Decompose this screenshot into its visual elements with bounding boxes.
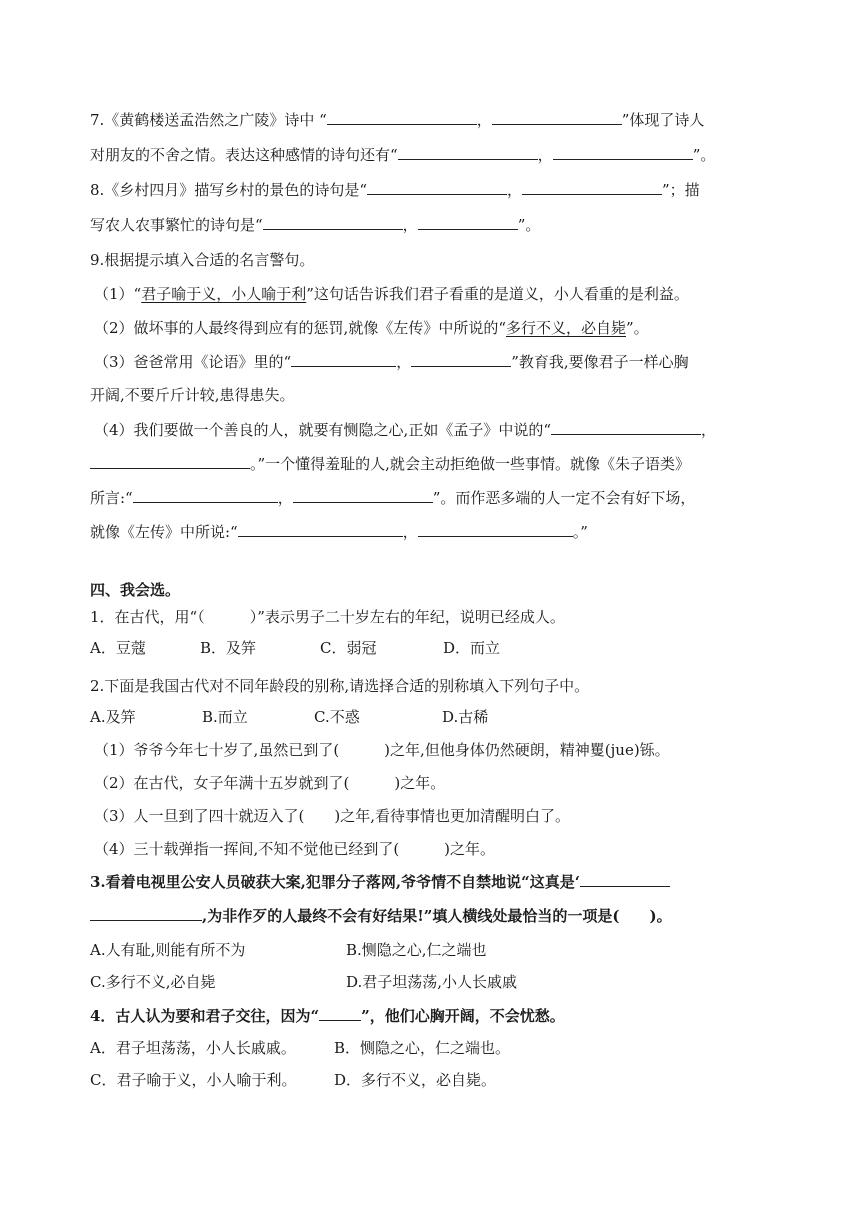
q8-line-1: 8.《乡村四月》描写乡村的景色的诗句是“ ， ”；描 [90,181,700,199]
answer-blank[interactable] [293,488,433,503]
option-a[interactable]: A.人有耻,则能有所不为 [90,941,246,959]
answer-blank[interactable] [398,145,538,160]
answer-blank[interactable] [291,352,396,367]
s4-q2-item-1: （1）爷爷今年七十岁了,虽然已到了( )之年,但他身体仍然硬朗，精神矍(jue)铄。 [94,741,670,759]
option-d[interactable]: D．而立 [443,639,501,657]
s4-q2-item-2: （2）在古代，女子年满十五岁就到了( )之年。 [94,774,446,792]
s4-q2-stem: 2.下面是我国古代对不同年龄段的别称,请选择合适的别称填入下列句子中。 [90,677,590,695]
q9-title: 9.根据提示填入合适的名言警句。 [90,251,315,269]
answer-blank[interactable] [418,215,518,230]
option-c[interactable]: C．弱冠 [320,639,377,657]
q9-item-3-line-2: 开阔,不要斤斤计较,患得患失。 [90,386,295,404]
q9-item-4-line-1: （4）我们要做一个善良的人，就要有恻隐之心,正如《孟子》中说的“ ， [94,421,716,439]
answer-blank[interactable] [553,145,693,160]
answer-blank[interactable] [522,180,662,195]
answer-blank[interactable] [492,110,622,125]
option-c[interactable]: C.不惑 [314,708,360,726]
option-d[interactable]: D.古稀 [442,708,489,726]
answer-blank[interactable] [367,180,507,195]
option-a[interactable]: A．君子坦荡荡，小人长戚戚。 [90,1039,296,1057]
option-d[interactable]: D．多行不义，必自毙。 [334,1071,497,1089]
answer-blank[interactable] [327,110,477,125]
section-heading: 四、我会选。 [90,581,181,599]
s4-q3-stem-line-2: ,为非作歹的人最终不会有好结果!”填人横线处最恰当的一项是( )。 [90,906,672,926]
answer-blank[interactable] [411,352,511,367]
answer-blank[interactable] [551,420,701,435]
q9-item-4-line-4: 就像《左传》中所说:“ ， 。” [90,523,588,541]
q9-item-1: （1）“君子喻于义，小人喻于利”这句话告诉我们君子看重的是道义，小人看重的是利益。 [94,285,689,303]
q9-item-4-line-2: 。”一个懂得羞耻的人,就会主动拒绝做一些事情。就像《朱子语类》 [90,454,690,474]
q9-item-2: （2）做坏事的人最终得到应有的惩罚,就像《左传》中所说的“多行不义，必自毙”。 [94,319,649,337]
answer-blank[interactable] [263,215,403,230]
answer-blank[interactable] [418,522,573,537]
option-c[interactable]: C．君子喻于义，小人喻于利。 [90,1071,297,1089]
option-b[interactable]: B．及笄 [200,639,257,657]
s4-q1-options [90,638,500,658]
option-b[interactable]: B.而立 [202,708,248,726]
q8-line-2: 写农人农事繁忙的诗句是“ ， ”。 [90,216,541,234]
answer-blank[interactable] [90,454,250,469]
s4-q3-options-row-2 [90,972,517,992]
q9-item-4-line-3: 所言:“ ， ”。而作恶多端的人一定不会有好下场， [90,489,696,507]
s4-q4-stem: 4．古人认为要和君子交往，因为“ ”，他们心胸开阔，不会忧愁。 [90,1007,565,1025]
option-a[interactable]: A.及笄 [90,708,136,726]
answer-blank[interactable] [90,906,202,921]
answer-blank[interactable] [133,488,278,503]
option-b[interactable]: B.恻隐之心,仁之端也 [346,941,487,959]
s4-q2-options [90,707,488,727]
option-b[interactable]: B．恻隐之心，仁之端也。 [334,1039,511,1057]
s4-q3-options-row-1 [90,940,487,960]
answer-blank[interactable] [238,522,403,537]
q7-line-1: 7.《黄鹤楼送孟浩然之广陵》诗中 “ ， ”体现了诗人 [90,111,705,129]
s4-q3-stem-line-1: 3.看着电视里公安人员破获大案,犯罪分子落网,爷爷情不自禁地说“这真是‘ [90,872,670,892]
answer-blank[interactable] [319,1006,361,1021]
s4-q4-options-row-2 [90,1070,496,1090]
s4-q2-item-4: （4）三十载弹指一挥间,不知不觉他已经到了( )之年。 [94,840,496,858]
s4-q4-options-row-1 [90,1038,510,1058]
q9-item-3-line-1: （3）爸爸常用《论语》里的“ ， ”教育我,要像君子一样心胸 [94,353,689,371]
option-c[interactable]: C.多行不义,必自毙 [90,973,216,991]
option-d[interactable]: D.君子坦荡荡,小人长戚戚 [346,973,518,991]
answer-blank[interactable] [580,872,670,887]
option-a[interactable]: A．豆蔻 [90,639,146,657]
s4-q2-item-3: （3）人一旦到了四十就迈入了( )之年,看待事情也更加清醒明白了。 [94,807,571,825]
q7-line-2: 对朋友的不舍之情。表达这种感情的诗句还有“ ， ”。 [90,146,716,164]
s4-q1-stem: 1．在古代，用“（ ）”表示男子二十岁左右的年纪，说明已经成人。 [90,608,565,626]
